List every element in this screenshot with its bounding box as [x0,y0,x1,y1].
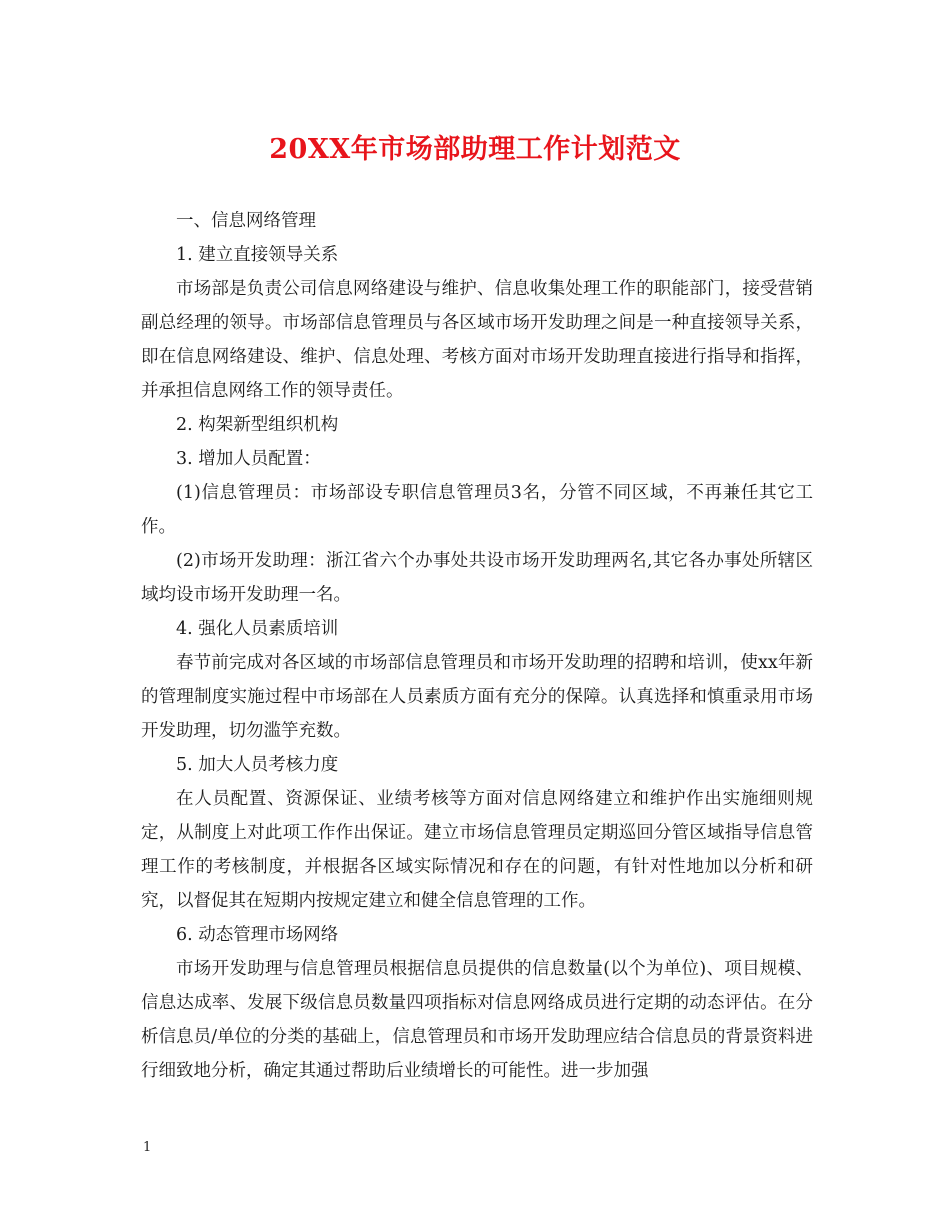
subheading: 3. 增加人员配置： [176,449,321,469]
subheading: 4. 强化人员素质培训 [176,619,339,639]
document-body [141,204,813,1088]
subheading: 2. 构架新型组织机构 [176,415,339,435]
body-paragraph: (2)市场开发助理：浙江省六个办事处共设市场开发助理两名,其它各办事处所辖区域均设市场开发助理一名。 [141,551,813,605]
body-paragraph: 市场开发助理与信息管理员根据信息员提供的信息数量(以个为单位)、项目规模、信息达成率、发展下级信息员数量四项指标对信息网络成员进行定期的动态评估。在分析信息员/单位的分类的基础上，信息管理员和市场开发助理应结合信息员的背景资料进行细致地分析，确定其通过帮助后业绩增长的可能性。进一步加强 [141,959,813,1081]
body-paragraph: 在人员配置、资源保证、业绩考核等方面对信息网络建立和维护作出实施细则规定，从制度上对此项工作作出保证。建立市场信息管理员定期巡回分管区域指导信息管理工作的考核制度，并根据各区域实际情况和存在的问题，有针对性地加以分析和研究，以督促其在短期内按规定建立和健全信息管理的工作。 [141,789,813,911]
page-title: 20XX年市场部助理工作计划范文 [269,134,681,165]
subheading: 5. 加大人员考核力度 [176,755,339,775]
section-heading: 一、信息网络管理 [176,211,316,231]
body-paragraph: 市场部是负责公司信息网络建设与维护、信息收集处理工作的职能部门，接受营销副总经理的领导。市场部信息管理员与各区域市场开发助理之间是一种直接领导关系，即在信息网络建设、维护、信息处理、考核方面对市场开发助理直接进行指导和指挥，并承担信息网络工作的领导责任。 [141,279,813,401]
subheading: 1. 建立直接领导关系 [176,245,339,265]
page-number: 1 [143,1140,152,1155]
body-paragraph: 春节前完成对各区域的市场部信息管理员和市场开发助理的招聘和培训，使xx年新的管理制度实施过程中市场部在人员素质方面有充分的保障。认真选择和慎重录用市场开发助理，切勿滥竽充数。 [141,653,813,741]
body-paragraph: (1)信息管理员：市场部设专职信息管理员3名，分管不同区域，不再兼任其它工作。 [141,483,813,537]
subheading: 6. 动态管理市场网络 [176,925,339,945]
